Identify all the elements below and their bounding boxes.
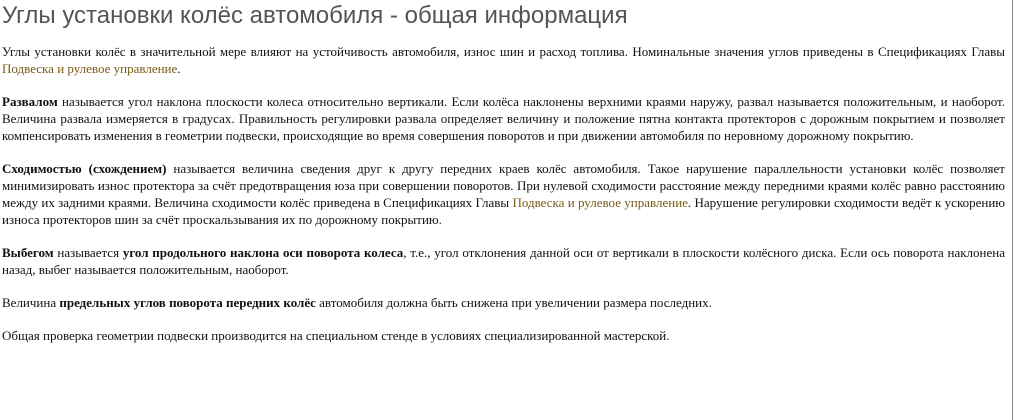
camber-term: Развалом xyxy=(2,94,58,109)
caster-paragraph xyxy=(2,244,1005,278)
camber-paragraph xyxy=(2,93,1005,144)
caster-axis-term: угол продольного наклона оси поворота колеса xyxy=(122,245,404,260)
toe-text: называется величина сведения друг к другу передних краев колёс автомобиля. Такое нарушение параллельности установки колёс позволяет минимизировать износ протектора за счёт предотвращения юза при совершении поворотов. При нулевой сходимости расстояние между передними краями колёс равно расстоянию между их задними краями. Величина сходимости колёс приведена в Спецификациях Главы xyxy=(2,161,1005,210)
camber-text: называется угол наклона плоскости колеса относительно вертикали. Если колёса наклонены верхними краями наружу, развал называется положительным, и наоборот. Величина развала измеряется в градусах. Правильность регулировки развала определяет величину и положение пятна контакта протекторов с дорожным покрытием и позволяет компенсировать изменения в геометрии подвески, происходящие во время совершения поворотов и при движении автомобиля по неровному дорожному покрытию. xyxy=(2,94,1005,143)
steering-angle-text-1: Величина xyxy=(2,295,60,310)
steering-angle-term: предельных углов поворота передних колёс xyxy=(59,295,316,310)
caster-text-2: , т.е., угол отклонения данной оси от вертикали в плоскости колёсного диска. Если ось поворота наклонена назад, выбег называется положительным, наоборот. xyxy=(2,245,1005,277)
steering-angle-paragraph xyxy=(2,294,1005,311)
toe-end: . Нарушение регулировки сходимости ведёт к ускорению износа протекторов шин за счёт проскальзывания их по дорожному покрытию. xyxy=(2,195,1006,227)
suspension-steering-link-2[interactable]: Подвеска и рулевое управление xyxy=(512,195,688,210)
toe-term: Сходимостью (схождением) xyxy=(2,161,167,176)
intro-end: . xyxy=(177,61,181,76)
page-title: Углы установки колёс автомобиля - общая информация xyxy=(2,2,628,29)
toe-paragraph xyxy=(2,160,1005,228)
intro-paragraph xyxy=(2,43,1005,77)
steering-angle-text-2: автомобиля должна быть снижена при увеличении размера последних. xyxy=(315,295,712,310)
check-paragraph: Общая проверка геометрии подвески производится на специальном стенде в условиях специализированной мастерской. xyxy=(2,328,670,343)
suspension-steering-link[interactable]: Подвеска и рулевое управление xyxy=(2,61,178,76)
right-border xyxy=(1012,0,1013,420)
intro-text: Углы установки колёс в значительной мере влияют на устойчивость автомобиля, износ шин и расход топлива. Номинальные значения углов приведены в Спецификациях Главы xyxy=(2,44,1005,59)
caster-term: Выбегом xyxy=(2,245,54,260)
caster-text-1: называется xyxy=(53,245,123,260)
